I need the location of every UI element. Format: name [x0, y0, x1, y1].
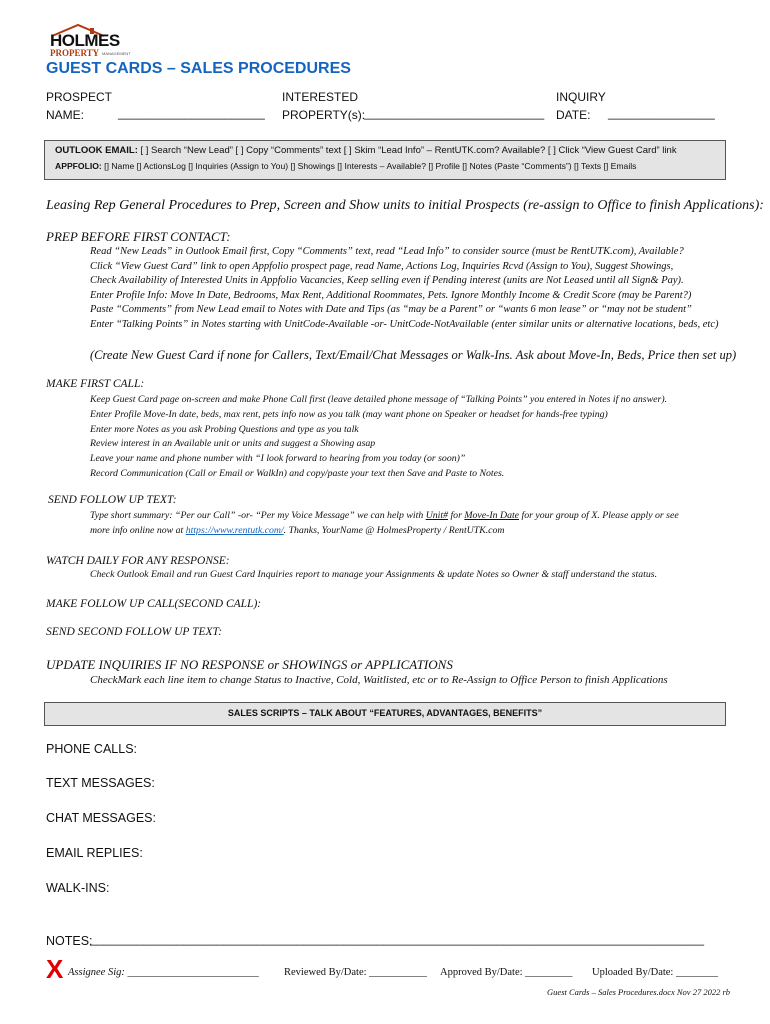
logo-name: HOLMES: [50, 31, 120, 50]
first-call-line: Review interest in an Available unit or units and suggest a Showing asap: [90, 438, 376, 450]
checklist-box: [44, 140, 726, 180]
follow-up-line-2: [90, 524, 679, 539]
prep-list: [90, 245, 719, 333]
first-call-line: Leave your name and phone number with “I look forward to hearing from you today (or soon)”: [90, 453, 466, 465]
approved-by-field[interactable]: Approved By/Date: _________: [440, 967, 573, 978]
interested-label: INTERESTED: [282, 90, 359, 104]
email-replies-label: EMAIL REPLIES:: [46, 846, 143, 860]
watch-line: Check Outlook Email and run Guest Card Inquiries report to manage your Assignments & update Notes so Owner & staff understand the status.: [90, 569, 658, 580]
company-logo: [50, 22, 142, 58]
inquiry-label: INQUIRY: [556, 90, 606, 104]
prep-line: Check Availability of Interested Units in Appfolio Vacancies, Keep selling even if Pending interest (units are Not Leased until all Sign& Pay).: [90, 275, 684, 287]
logo-sub: PROPERTY: [50, 48, 100, 58]
first-call-line: Record Communication (Call or Email or WalkIn) and copy/paste your text then Save and Paste to Notes.: [90, 467, 505, 479]
summary-text: Type short summary: “Per our Call” -or- “Per my Voice Message” we can help with: [90, 510, 426, 521]
move-in-placeholder: Move-In Date: [464, 510, 520, 521]
page-title: GUEST CARDS – SALES PROCEDURES: [46, 60, 351, 77]
first-call-line: Enter Profile Move-In date, beds, max rent, pets info now as you talk (may want phone on Speaker or headset for hands-free typing): [90, 408, 608, 420]
walk-ins-label: WALK-INS:: [46, 881, 110, 895]
rentutk-link[interactable]: https://www.rentutk.com/: [185, 524, 284, 536]
prep-line: Paste “Comments” from New Lead email to Notes with Date and Tips (as “may be a Parent” or “wants 6 mon lease” or “may not be student”: [90, 304, 692, 316]
update-heading: UPDATE INQUIRIES IF NO RESPONSE or SHOWINGS or APPLICATIONS: [46, 657, 453, 672]
outlook-label: OUTLOOK EMAIL:: [55, 145, 138, 156]
appfolio-line: [55, 161, 636, 171]
chat-messages-label: CHAT MESSAGES:: [46, 811, 156, 825]
uploaded-by-field[interactable]: Uploaded By/Date: ________: [592, 967, 718, 978]
second-text-heading: SEND SECOND FOLLOW UP TEXT:: [46, 626, 223, 638]
logo-tag: MANAGEMENT: [102, 51, 131, 56]
first-call-line: Enter more Notes as you ask Probing Questions and type as you talk: [90, 423, 359, 435]
appfolio-text: [] Name [] ActionsLog [] Inquiries (Assign to You) [] Showings [] Interests – Available? [] Profile [] Notes (Paste “Comments”) [] Texts [] Emails: [101, 161, 637, 171]
unit-placeholder: Unit#: [425, 510, 449, 521]
follow-up-text-body: [90, 509, 679, 539]
name-field[interactable]: ______________________: [118, 106, 265, 120]
more-info-text: more info online now at: [90, 524, 186, 536]
outlook-line: [55, 145, 677, 156]
follow-up-text-heading: SEND FOLLOW UP TEXT:: [48, 494, 177, 506]
notes-field[interactable]: ____________________________________________________________________________________________: [90, 932, 704, 946]
date-field[interactable]: ________________: [608, 106, 715, 120]
first-call-line: Keep Guest Card page on-screen and make Phone Call first (leave detailed phone message of “Talking Points” you entered in Notes if no answer).: [90, 394, 668, 405]
date-label: DATE:: [556, 108, 591, 122]
sales-scripts-title: SALES SCRIPTS – TALK ABOUT “FEATURES, ADVANTAGES, BENEFITS”: [227, 708, 543, 718]
reviewed-by-field[interactable]: Reviewed By/Date: ___________: [284, 967, 427, 978]
for-text: for: [448, 510, 465, 521]
thanks-text: . Thanks, YourName @ HolmesProperty / RentUTK.com: [283, 524, 505, 536]
prep-line: Enter Profile Info: Move In Date, Bedrooms, Max Rent, Additional Roommates, Pets. Ignore Monthly Income & Credit Score (may be Parent?): [90, 289, 692, 301]
group-text: for your group of X. Please apply or see: [519, 510, 679, 521]
phone-calls-label: PHONE CALLS:: [46, 742, 138, 756]
sign-here-x-mark: X: [46, 954, 64, 984]
prospect-label: PROSPECT: [46, 90, 113, 104]
footer-filename: Guest Cards – Sales Procedures.docx Nov 27 2022 rb: [547, 987, 730, 997]
create-guest-card-note: (Create New Guest Card if none for Callers, Text/Email/Chat Messages or Walk-Ins. Ask about Move-In, Beds, Price then set up): [90, 348, 737, 362]
prep-line: Read “New Leads” in Outlook Email first, Copy “Comments” text, read “Lead Info” to consider source (must be RentUTK.com), Available?: [90, 246, 684, 257]
notes-label: NOTES:: [46, 934, 93, 948]
name-label: NAME:: [46, 108, 85, 122]
update-line: CheckMark each line item to change Status to Inactive, Cold, Waitlisted, etc or to Re-Assign to Office Person to finish Applications: [90, 674, 668, 686]
property-label: PROPERTY(s):: [282, 108, 366, 122]
assignee-signature-field[interactable]: Assignee Sig: _________________________: [68, 967, 259, 978]
text-messages-label: TEXT MESSAGES:: [46, 776, 155, 790]
prep-heading: PREP BEFORE FIRST CONTACT:: [46, 229, 231, 244]
sales-scripts-banner: [44, 702, 726, 726]
second-call-heading: MAKE FOLLOW UP CALL(SECOND CALL):: [46, 598, 262, 610]
appfolio-label: APPFOLIO:: [55, 161, 102, 171]
outlook-text: [ ] Search “New Lead” [ ] Copy “Comments” text [ ] Skim “Lead Info” – RentUTK.com? Available? [ ] Click “View Guest Card” link: [137, 145, 677, 156]
property-field[interactable]: ___________________________: [364, 106, 545, 120]
prep-line: Click “View Guest Card” link to open Appfolio prospect page, read Name, Actions Log, Inquiries Rcvd (Assign to You), Suggest Showings,: [90, 260, 674, 272]
first-call-list: [90, 393, 667, 482]
first-call-heading: MAKE FIRST CALL:: [46, 378, 145, 390]
follow-up-line-1: [90, 509, 679, 524]
watch-heading: WATCH DAILY FOR ANY RESPONSE:: [46, 555, 230, 567]
prep-line: Enter “Talking Points” in Notes starting with UnitCode-Available -or- UnitCode-NotAvailable (enter similar units or alternative locations, beds, etc): [90, 318, 719, 330]
general-procedures-heading: Leasing Rep General Procedures to Prep, Screen and Show units to initial Prospects (re-assign to Office to finish Applications):: [46, 198, 764, 213]
